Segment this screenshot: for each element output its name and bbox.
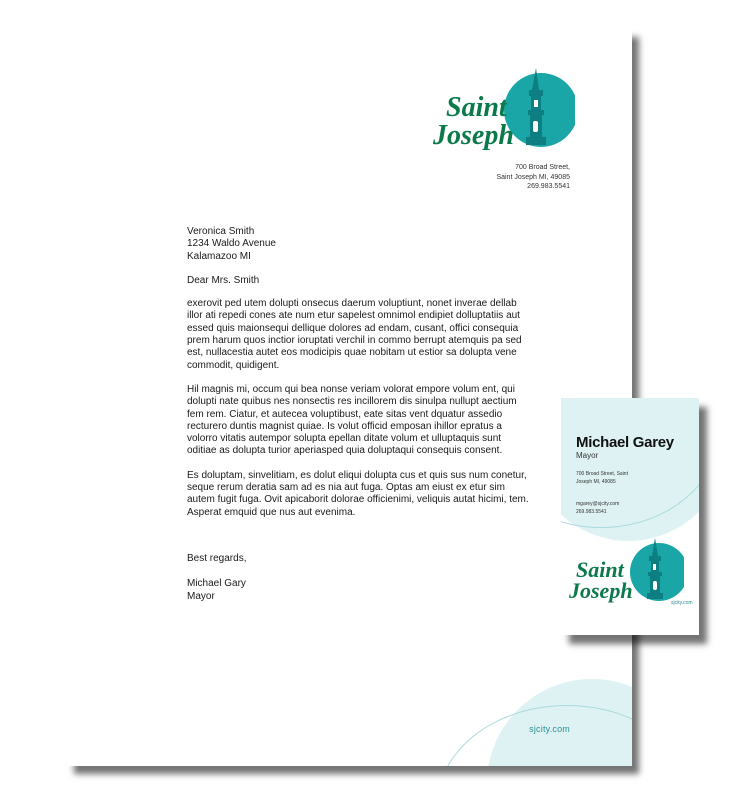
letter-body — [187, 226, 532, 603]
paragraph-1: exerovit ped utem dolupti onsecus daerum voluptiunt, nonet inverae dellab illor ati repedi cones ate num etur sapelest omnimol endipiet dolluptatiis aut essed quis maionsequi dellique dolores ad endam, cusant, offici consequia prem harum quos inctior ioruptati verchil in commo berrupt atemquis pa sed est, nullacestia autet eos modicipis quae nobitam ut estior sa dolupta vene commodit, quidigent. — [187, 298, 522, 371]
signature-name: Michael Gary — [187, 578, 246, 590]
card-address — [576, 471, 628, 486]
phone-number: 269.983.5541 — [527, 183, 570, 191]
website-link: sjcity.com — [529, 724, 570, 734]
card-phone: 269.983.5541 — [576, 509, 607, 515]
logo-word-saint: Saint — [446, 92, 507, 123]
recipient-name: Veronica Smith — [187, 226, 255, 237]
card-title: Mayor — [576, 451, 599, 460]
closing: Best regards, — [187, 552, 247, 564]
address-line: Joseph MI, 49085 — [576, 478, 616, 485]
address-line: 700 Broad Street, — [515, 164, 570, 171]
card-contact — [576, 500, 619, 516]
signature-title: Mayor — [187, 590, 215, 602]
business-card — [561, 398, 699, 635]
paragraph-3: Es doluptam, sinvelitiam, es dolut eliqui dolupta cus et quis sus num conetur, seque rerum deratia sam ad es nia aut fuga. Optas am eiust ex etur sim autem fugit fuga. Ovit apicaborit dolorae officienimi, veliquis autat hicimi, tem. Asperat emquid que nus aut evenima. — [187, 469, 529, 518]
address-line: Saint Joseph MI, 49085 — [496, 173, 570, 181]
letterhead-sheet — [67, 29, 632, 766]
logo-word-joseph: Joseph — [569, 578, 633, 603]
card-website: sjcity.com — [671, 600, 693, 606]
paragraph-2: Hil magnis mi, occum qui bea nonse veriam volorat empore volum ent, qui dolupti nate quibus nes nonsectis res incillorem dis sinulpa nullupt aectium fem rem. Ciatur, et autecea voluptibust, eate sitas vent dquatur assedio recturero duntis magnist quiae. Is volut officid emposan ihillor epratus a volorro vitatis autempor solupta epellan ditate volum et ulluptaquis sunt oditiae as dolupta turior aperiasped quia doluptaqui consequis consent. — [187, 383, 517, 457]
logo-word-saint: Saint — [576, 557, 624, 582]
logo-word-joseph: Joseph — [433, 120, 514, 151]
address-line: 700 Broad Street, Saint — [576, 471, 628, 477]
saint-joseph-logo — [433, 64, 575, 159]
signature-block — [187, 578, 532, 603]
letterhead-address — [496, 163, 570, 192]
card-email: mgarey@sjcity.com — [576, 501, 620, 507]
recipient-street: 1234 Waldo Avenue — [187, 238, 276, 250]
saint-joseph-logo — [569, 536, 684, 611]
recipient-block — [187, 226, 532, 263]
card-name: Michael Garey — [576, 434, 674, 451]
decorative-arc — [437, 705, 632, 766]
recipient-city: Kalamazoo MI — [187, 250, 251, 262]
salutation: Dear Mrs. Smith — [187, 274, 260, 286]
